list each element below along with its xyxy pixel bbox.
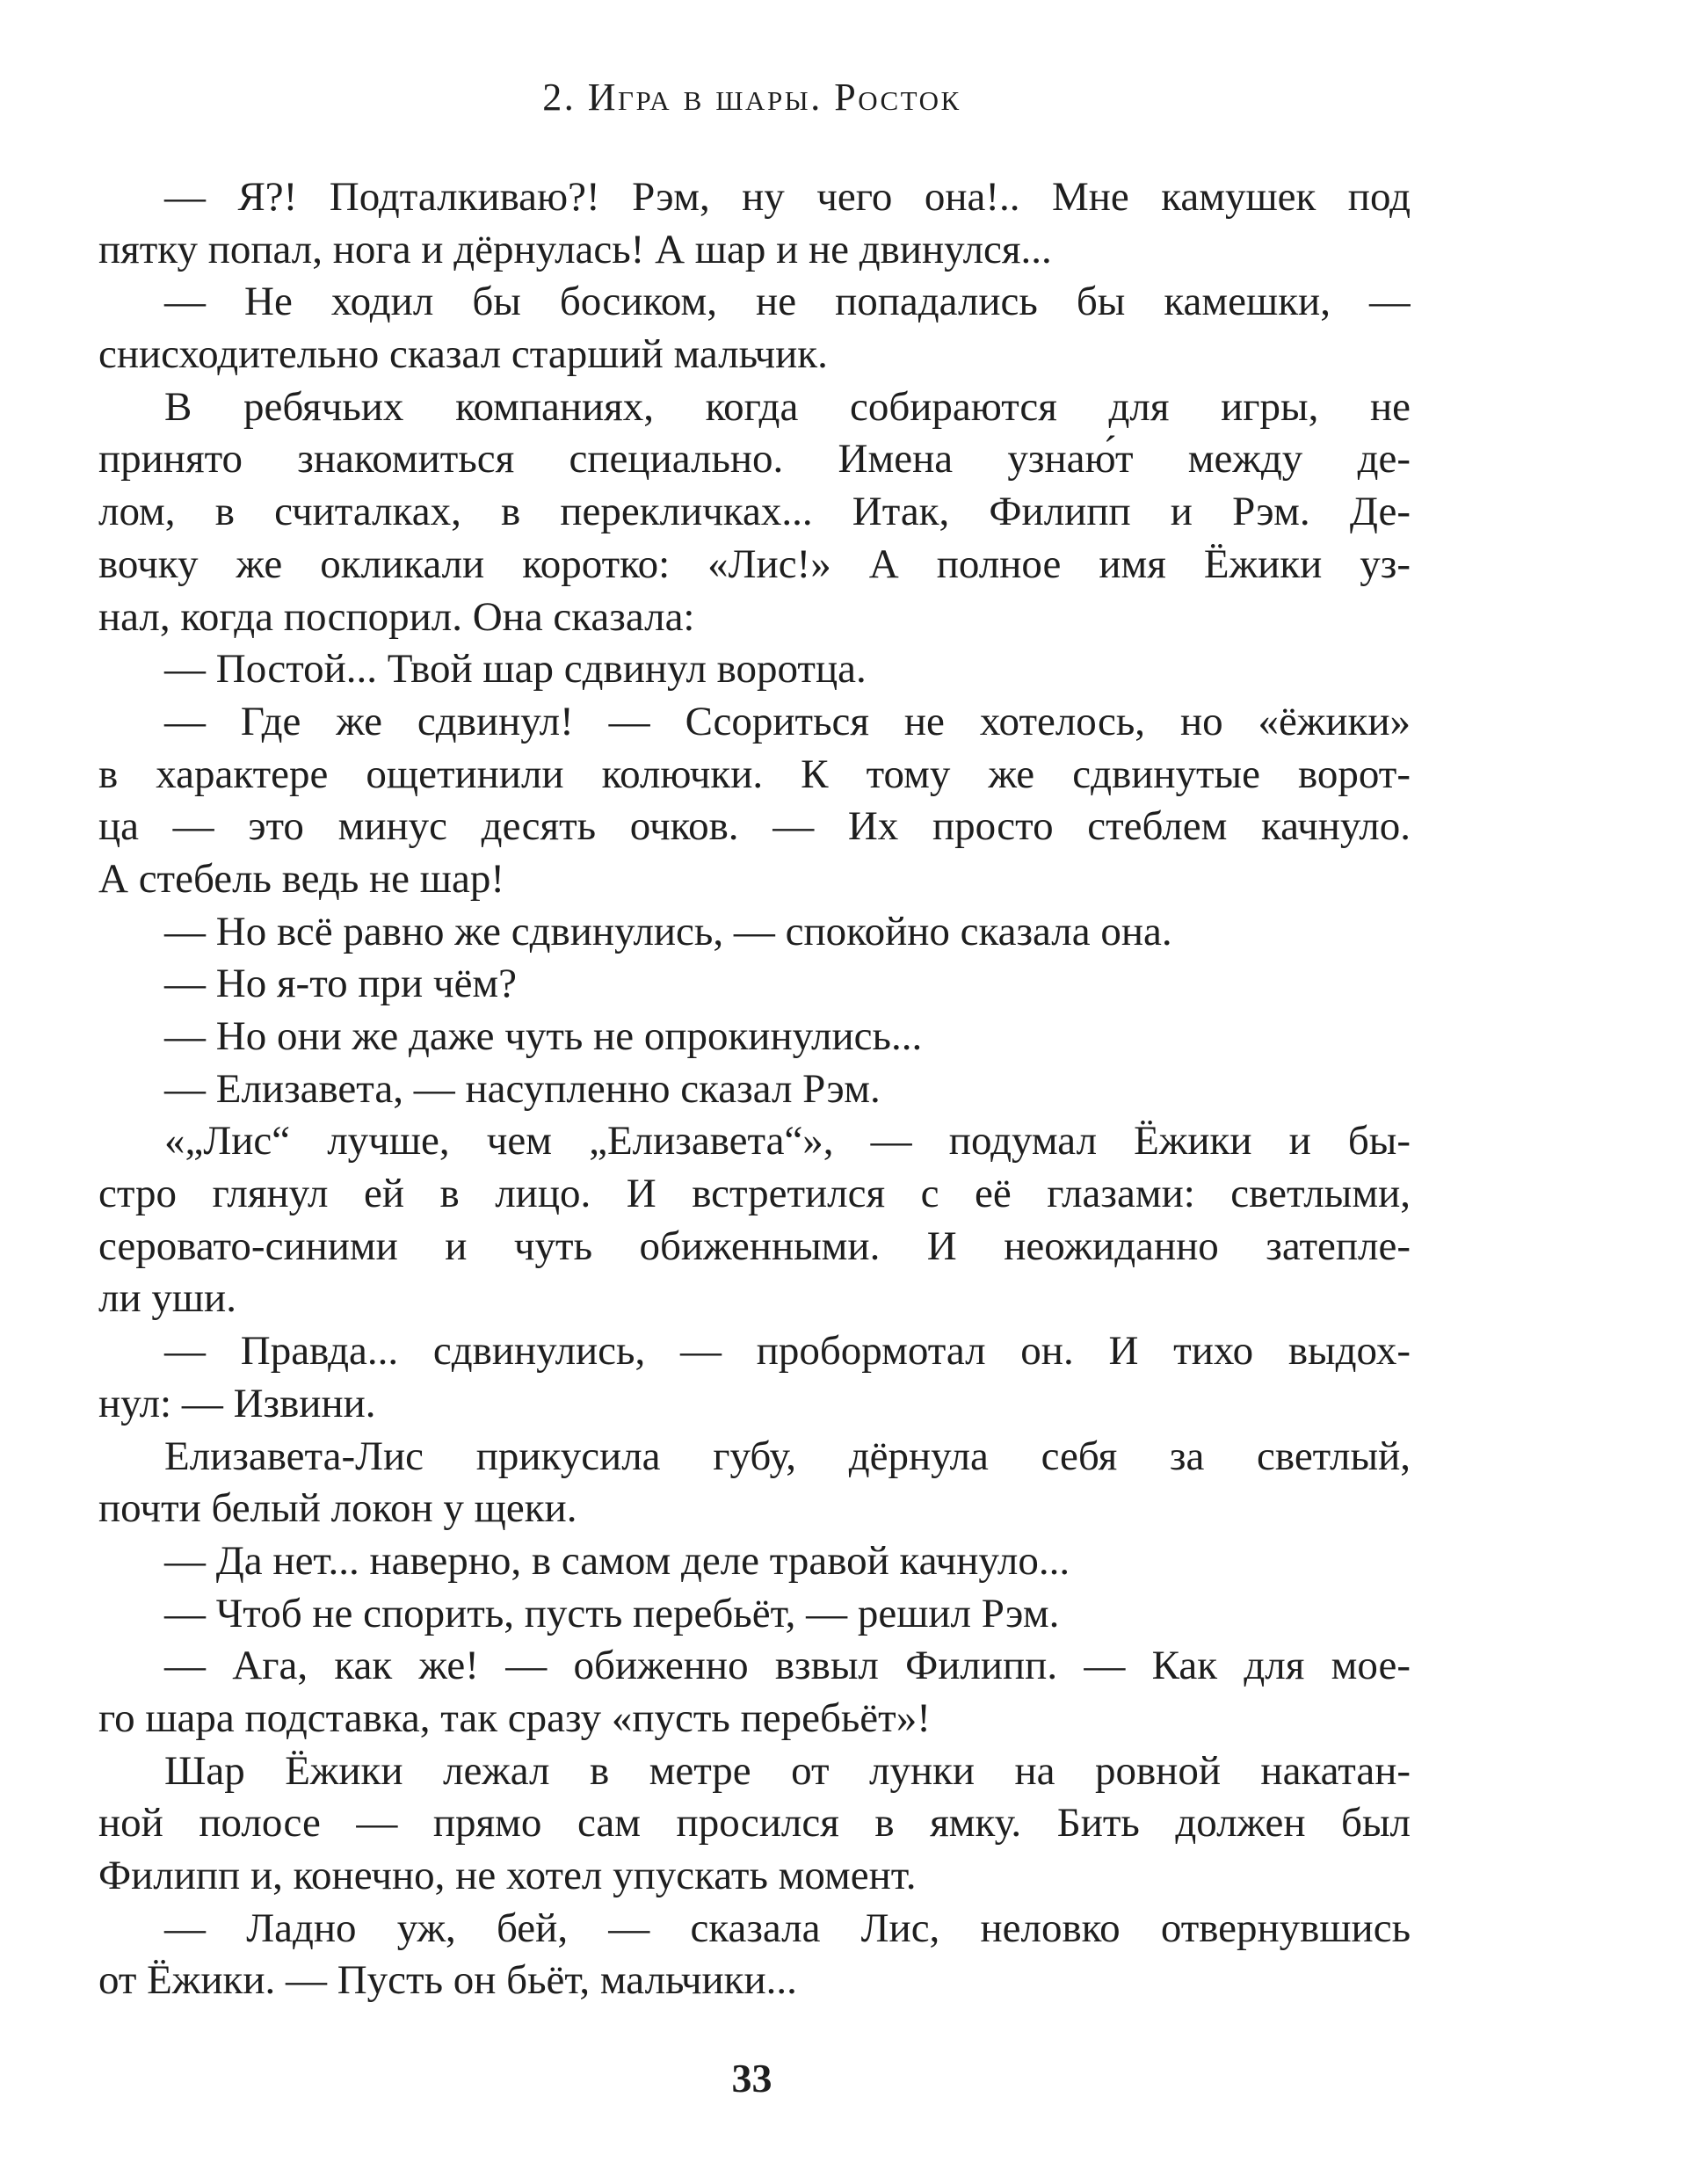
text-line: ли уши. (98, 1275, 236, 1322)
text-line: в характере ощетинили колючки. К тому же сдвинутые ворот- (98, 751, 1411, 797)
text-line: ца — это минус десять очков. — Их просто стеблем качнуло. (98, 803, 1411, 850)
page-number: 33 (731, 2056, 772, 2101)
text-line: — Елизавета, — насупленно сказал Рэм. (164, 1065, 881, 1112)
text-line: — Где же сдвинул! — Ссориться не хотелось, но «ёжики» (164, 698, 1411, 744)
text-line: снисходительно сказал старший мальчик. (98, 331, 828, 378)
text-line: лом, в считалках, в перекличках... Итак, Филипп и Рэм. Де- (98, 489, 1411, 535)
text-line: А стебель ведь не шар! (98, 855, 504, 902)
text-line: нул: — Извини. (98, 1380, 376, 1426)
text-line: — Ладно уж, бей, — сказала Лис, неловко отвернувшись (164, 1905, 1411, 1951)
text-line: — Но я-то при чём? (164, 961, 518, 1007)
text-line: «„Лис“ лучше, чем „Елизавета“», — подумал Ёжики и бы- (164, 1118, 1411, 1165)
text-line: — Ага, как же! — обиженно взвыл Филипп. — Как для мое- (164, 1643, 1411, 1689)
body-text (98, 171, 1411, 2007)
text-line: — Постой... Твой шар сдвинул воротца. (164, 646, 867, 693)
text-line: Шар Ёжики лежал в метре от лунки на ровной накатан- (164, 1747, 1411, 1794)
text-line: — Правда... сдвинулись, — пробормотал он. И тихо выдох- (164, 1328, 1411, 1375)
text-line: В ребячьих компаниях, когда собираются для игры, не (164, 383, 1411, 430)
text-line: Елизавета-Лис прикусила губу, дёрнула себя за светлый, (164, 1433, 1411, 1479)
text-line: — Не ходил бы босиком, не попадались бы камешки, — (164, 279, 1411, 325)
text-line: от Ёжики. — Пусть он бьёт, мальчики... (98, 1957, 797, 2004)
text-line: — Но они же даже чуть не опрокинулись... (164, 1013, 923, 1059)
running-header: 2. Игра в шары. Росток (542, 76, 961, 119)
text-line: — Я?! Подталкиваю?! Рэм, ну чего она!.. Мне камушек под (164, 174, 1411, 220)
text-line: почти белый локон у щеки. (98, 1485, 577, 1532)
text-line: — Да нет... наверно, в самом деле травой качнуло... (164, 1537, 1070, 1584)
text-line: — Но всё равно же сдвинулись, — спокойно сказала она. (164, 908, 1172, 954)
text-line: — Чтоб не спорить, пусть перебьёт, — решил Рэм. (164, 1590, 1060, 1636)
text-line: принято знакомиться специально. Имена узнаю́т между де- (98, 436, 1411, 483)
text-line: ной полосе — прямо сам просился в ямку. Бить должен был (98, 1800, 1411, 1847)
text-line: пятку попал, нога и дёрнулась! А шар и не двинулся... (98, 226, 1052, 272)
text-line: го шара подставка, так сразу «пусть перебьёт»! (98, 1694, 931, 1741)
text-line: Филипп и, конечно, не хотел упускать момент. (98, 1853, 917, 1898)
text-line: вочку же окликали коротко: «Лис!» А полное имя Ёжики уз- (98, 541, 1411, 587)
text-line: серовато-синими и чуть обиженными. И неожиданно затепле- (98, 1223, 1411, 1269)
text-line: стро глянул ей в лицо. И встретился с её глазами: светлыми, (98, 1171, 1411, 1217)
text-line: нал, когда поспорил. Она сказала: (98, 593, 695, 640)
